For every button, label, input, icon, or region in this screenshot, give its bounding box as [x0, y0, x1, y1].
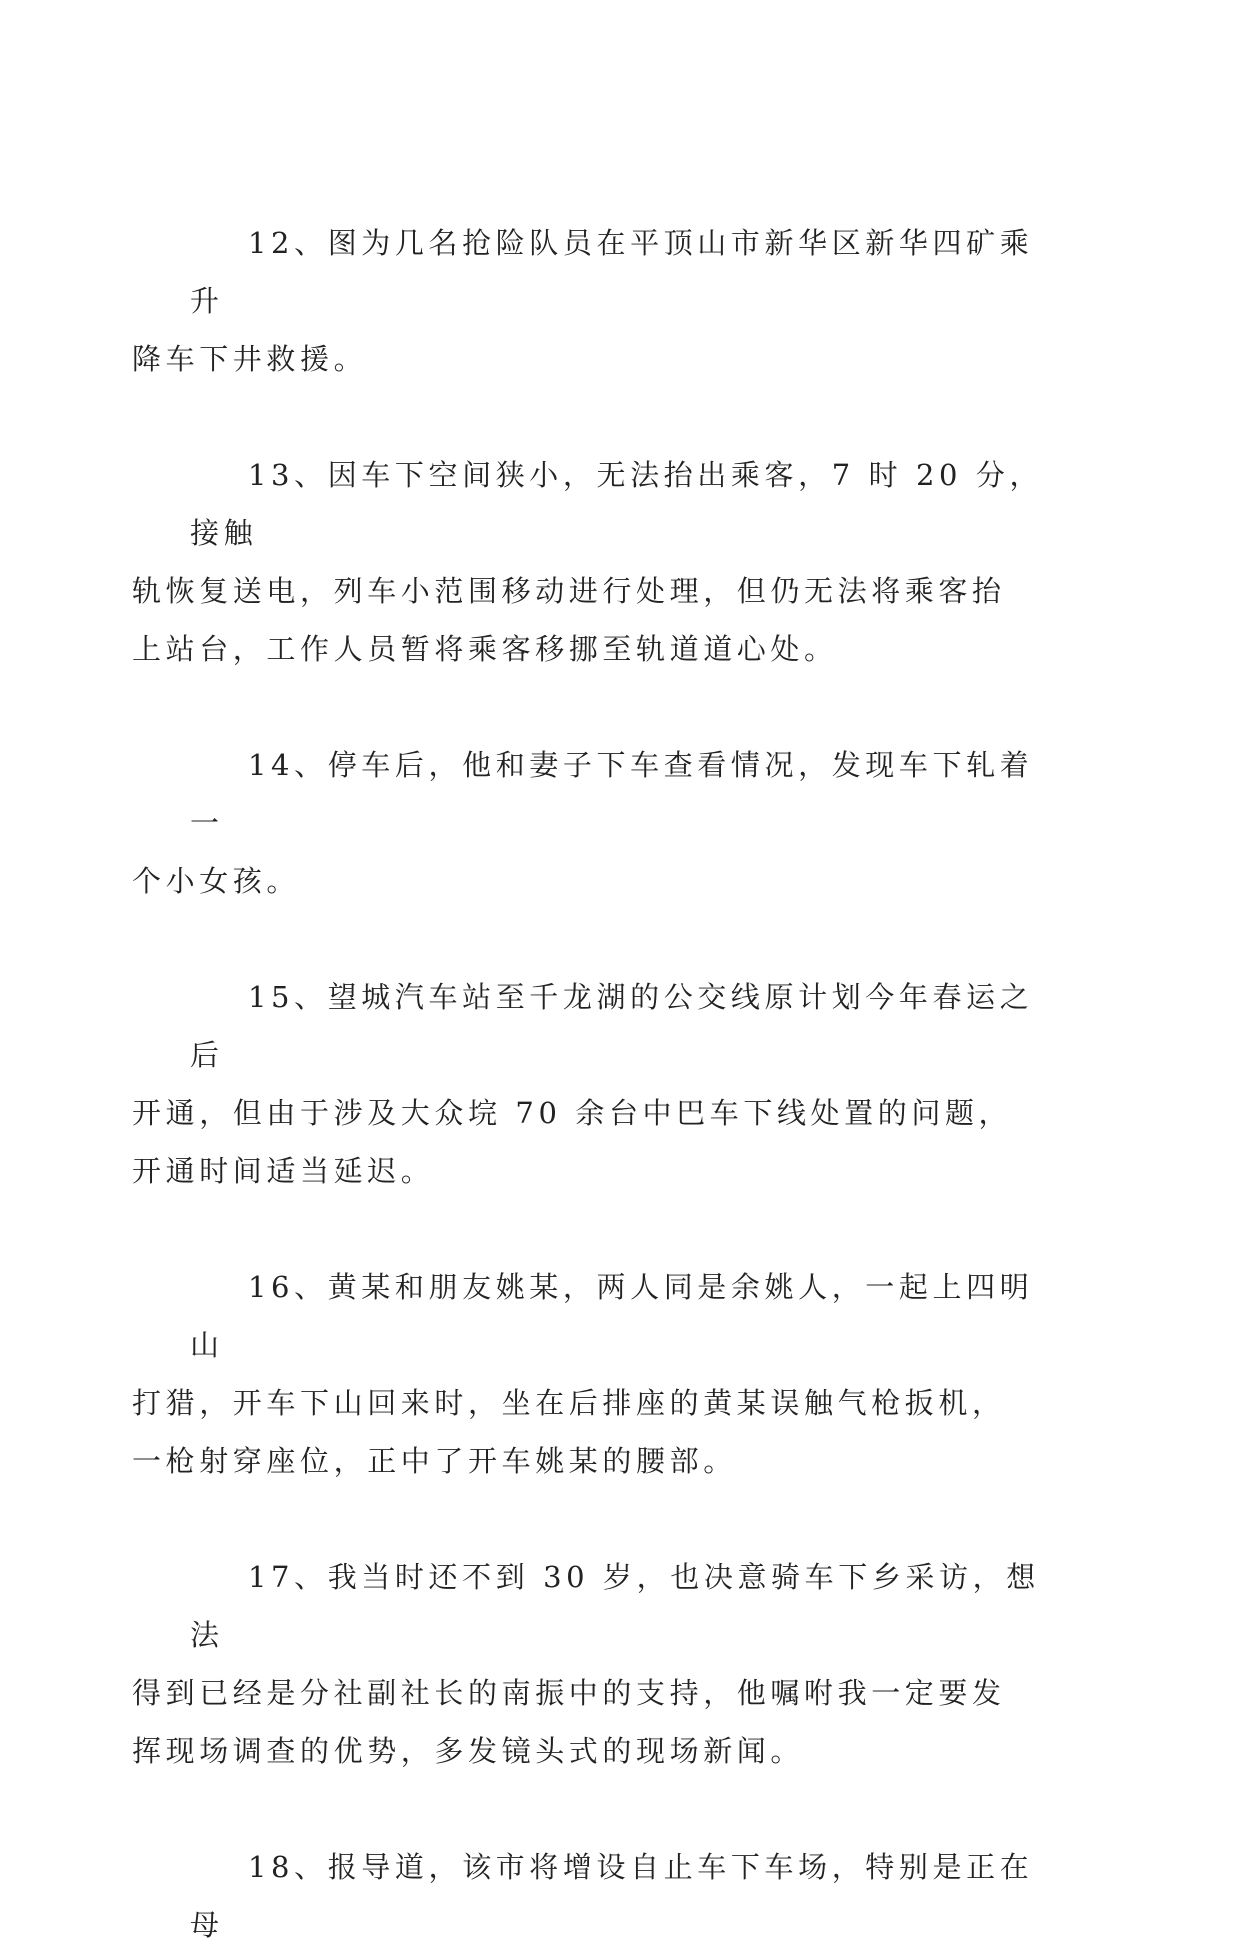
paragraph-line: 上站台，工作人员暂将乘客移挪至轨道道心处。	[132, 632, 838, 666]
paragraph-line: 14、停车后，他和妻子下车查看情况，发现车下轧着一	[190, 748, 1034, 840]
paragraph-17	[132, 1548, 1050, 1780]
paragraph-12	[132, 214, 1050, 388]
document-body	[132, 214, 1050, 1954]
paragraph-line: 降车下井救援。	[132, 342, 368, 376]
paragraph-line: 打猎，开车下山回来时，坐在后排座的黄某误触气枪扳机，	[132, 1386, 1006, 1420]
paragraph-18	[190, 1838, 1050, 1954]
paragraph-line: 开通，但由于涉及大众垸 70 余台中巴车下线处置的问题，	[132, 1096, 1013, 1130]
paragraph-line: 一枪射穿座位，正中了开车姚某的腰部。	[132, 1444, 737, 1478]
paragraph-line: 得到已经是分社副社长的南振中的支持，他嘱咐我一定要发	[132, 1676, 1006, 1710]
paragraph-line: 18、报导道，该市将增设自止车下车场，特别是正在母	[190, 1850, 1034, 1942]
paragraph-line: 17、我当时还不到 30 岁，也决意骑车下乡采访，想法	[190, 1560, 1040, 1652]
paragraph-line: 16、黄某和朋友姚某，两人同是余姚人，一起上四明山	[190, 1270, 1034, 1362]
paragraph-line: 15、望城汽车站至千龙湖的公交线原计划今年春运之后	[190, 980, 1034, 1072]
paragraph-14	[132, 736, 1050, 910]
paragraph-line: 12、图为几名抢险队员在平顶山市新华区新华四矿乘升	[190, 226, 1034, 318]
paragraph-line: 个小女孩。	[132, 864, 301, 898]
paragraph-line: 挥现场调查的优势，多发镜头式的现场新闻。	[132, 1734, 805, 1768]
paragraph-15	[132, 968, 1050, 1200]
paragraph-13	[132, 446, 1050, 678]
paragraph-16	[132, 1258, 1050, 1490]
paragraph-line: 开通时间适当延迟。	[132, 1154, 435, 1188]
paragraph-line: 轨恢复送电，列车小范围移动进行处理，但仍无法将乘客抬	[132, 574, 1006, 608]
paragraph-line: 13、因车下空间狭小，无法抬出乘客，7 时 20 分，接触	[190, 458, 1044, 550]
